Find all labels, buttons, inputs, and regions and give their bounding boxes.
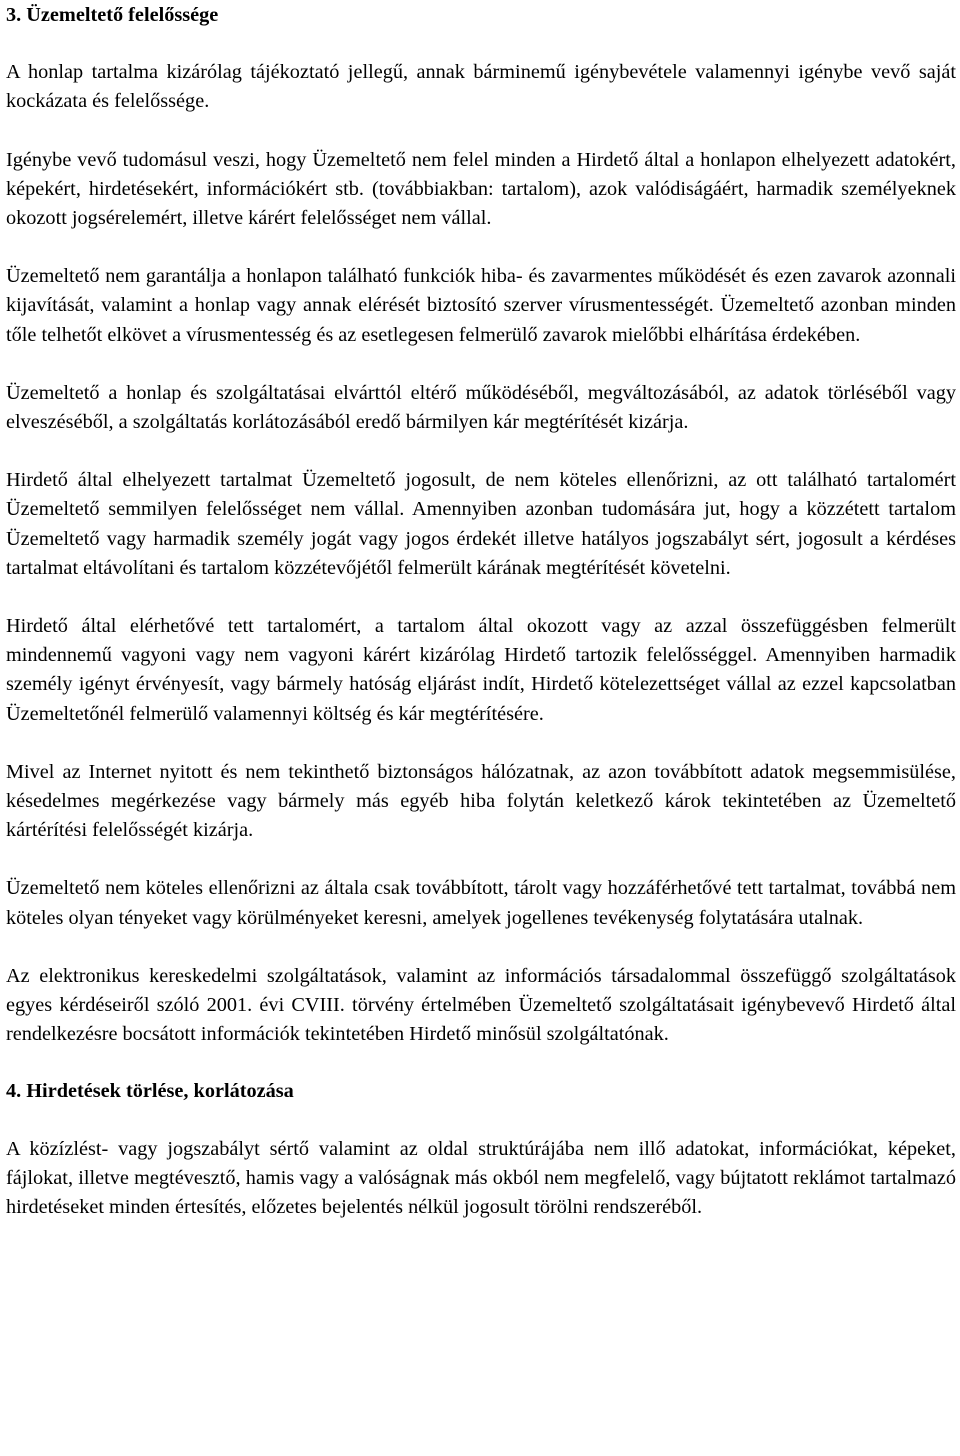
section-3-paragraph-9: Az elektronikus kereskedelmi szolgáltatások, valamint az információs társadalommal összefüggő szolgáltatások egyes kérdéseiről szóló 2001. évi CVIII. törvény értelmében Üzemeltető szolgáltatásait igénybevevő Hirdető által rendelkezésre bocsátott információk tekintetében Hirdető minősül szolgáltatónak.	[6, 964, 956, 1046]
section-3-paragraph-5: Hirdető által elhelyezett tartalmat Üzemeltető jogosult, de nem köteles ellenőrizni, az ott található tartalomért Üzemeltető semmilyen felelősséget nem vállal. Amennyiben azonban tudomására jut, hogy a közzétett tartalom Üzemeltető vagy harmadik személy jogát vagy jogos érdekét illetve hatályos jogszabályt sért, jogosult a kérdéses tartalmat eltávolítani és tartalom közzétevőjétől felmerült kárának megtérítését követelni.	[6, 469, 956, 579]
spacer	[6, 117, 956, 146]
section-3-paragraph-8: Üzemeltető nem köteles ellenőrizni az általa csak továbbított, tárolt vagy hozzáférhetővé tett tartalmat, továbbá nem köteles olyan tényeket vagy körülményeket keresni, amelyek jogellenes tevékenység folytatására utalnak.	[6, 877, 956, 929]
spacer	[6, 1107, 956, 1135]
spacer	[6, 729, 956, 758]
section-3-paragraph-2: Igénybe vevő tudomásul veszi, hogy Üzemeltető nem felel minden a Hirdető által a honlapon elhelyezett adatokért, képekért, hirdetésekért, információkért stb. (továbbiakban: tartalom), azok valódiságáért, harmadik személyeknek okozott jogsérelemért, illetve kárért felelősséget nem vállal.	[6, 148, 956, 230]
spacer	[6, 583, 956, 612]
section-3-paragraph-6: Hirdető által elérhetővé tett tartalomért, a tartalom által okozott vagy az azzal összefüggésben felmerült mindennemű vagyoni vagy nem vagyoni kárért kizárólag Hirdető tartozik felelősséggel. Amennyiben harmadik személy igényt érvényesít, vagy bármely hatóság eljárást indít, Hirdető kötelezettséget vállal az ezzel kapcsolatban Üzemeltetőnél felmerülő valamennyi költség és kár megtérítésére.	[6, 615, 956, 725]
section-3-paragraph-7: Mivel az Internet nyitott és nem tekinthető biztonságos hálózatnak, az azon továbbított adatok megsemmisülése, késedelmes megérkezése vagy bármely más egyéb hiba folytán keletkező károk tekintetében az Üzemeltető kártérítési felelősségét kizárja.	[6, 760, 956, 842]
section-3-paragraph-3: Üzemeltető nem garantálja a honlapon található funkciók hiba- és zavarmentes működését és ezen zavarok azonnali kijavítását, valamint a honlap vagy annak elérését biztosító szerver vírusmentességét. Üzemeltető azonban minden tőle telhetőt elkövet a vírusmentesség és az esetlegesen felmerülő zavarok mielőbbi elhárítása érdekében.	[6, 265, 956, 346]
spacer	[6, 30, 956, 58]
spacer	[6, 350, 956, 379]
spacer	[6, 845, 956, 874]
section-3-paragraph-4: Üzemeltető a honlap és szolgáltatásai elvárttól eltérő működéséből, megváltozásából, az adatok törléséből vagy elveszéséből, a szolgáltatás korlátozásából eredő bármilyen kár megtérítését kizárja.	[6, 381, 956, 434]
spacer	[6, 437, 956, 466]
section-4-heading: 4. Hirdetések törlése, korlátozása	[6, 1080, 294, 1103]
section-3-heading: 3. Üzemeltető felelőssége	[6, 4, 219, 26]
section-4-paragraph-1: A közízlést- vagy jogszabályt sértő valamint az oldal struktúrájába nem illő adatokat, információkat, képeket, fájlokat, illetve megtévesztő, hamis vagy a valóságnak más okból nem megfelelő, vagy bújtatott reklámot tartalmazó hirdetéseket minden értesítés, előzetes bejelentés nélkül jogosult törölni rendszeréből.	[6, 1137, 956, 1219]
spacer	[6, 933, 956, 962]
spacer	[6, 1049, 956, 1077]
spacer	[6, 233, 956, 262]
document-page	[6, 0, 956, 1222]
section-3-paragraph-1: A honlap tartalma kizárólag tájékoztató jellegű, annak bárminemű igénybevétele valamennyi igénybe vevő saját kockázata és felelőssége.	[6, 61, 956, 113]
